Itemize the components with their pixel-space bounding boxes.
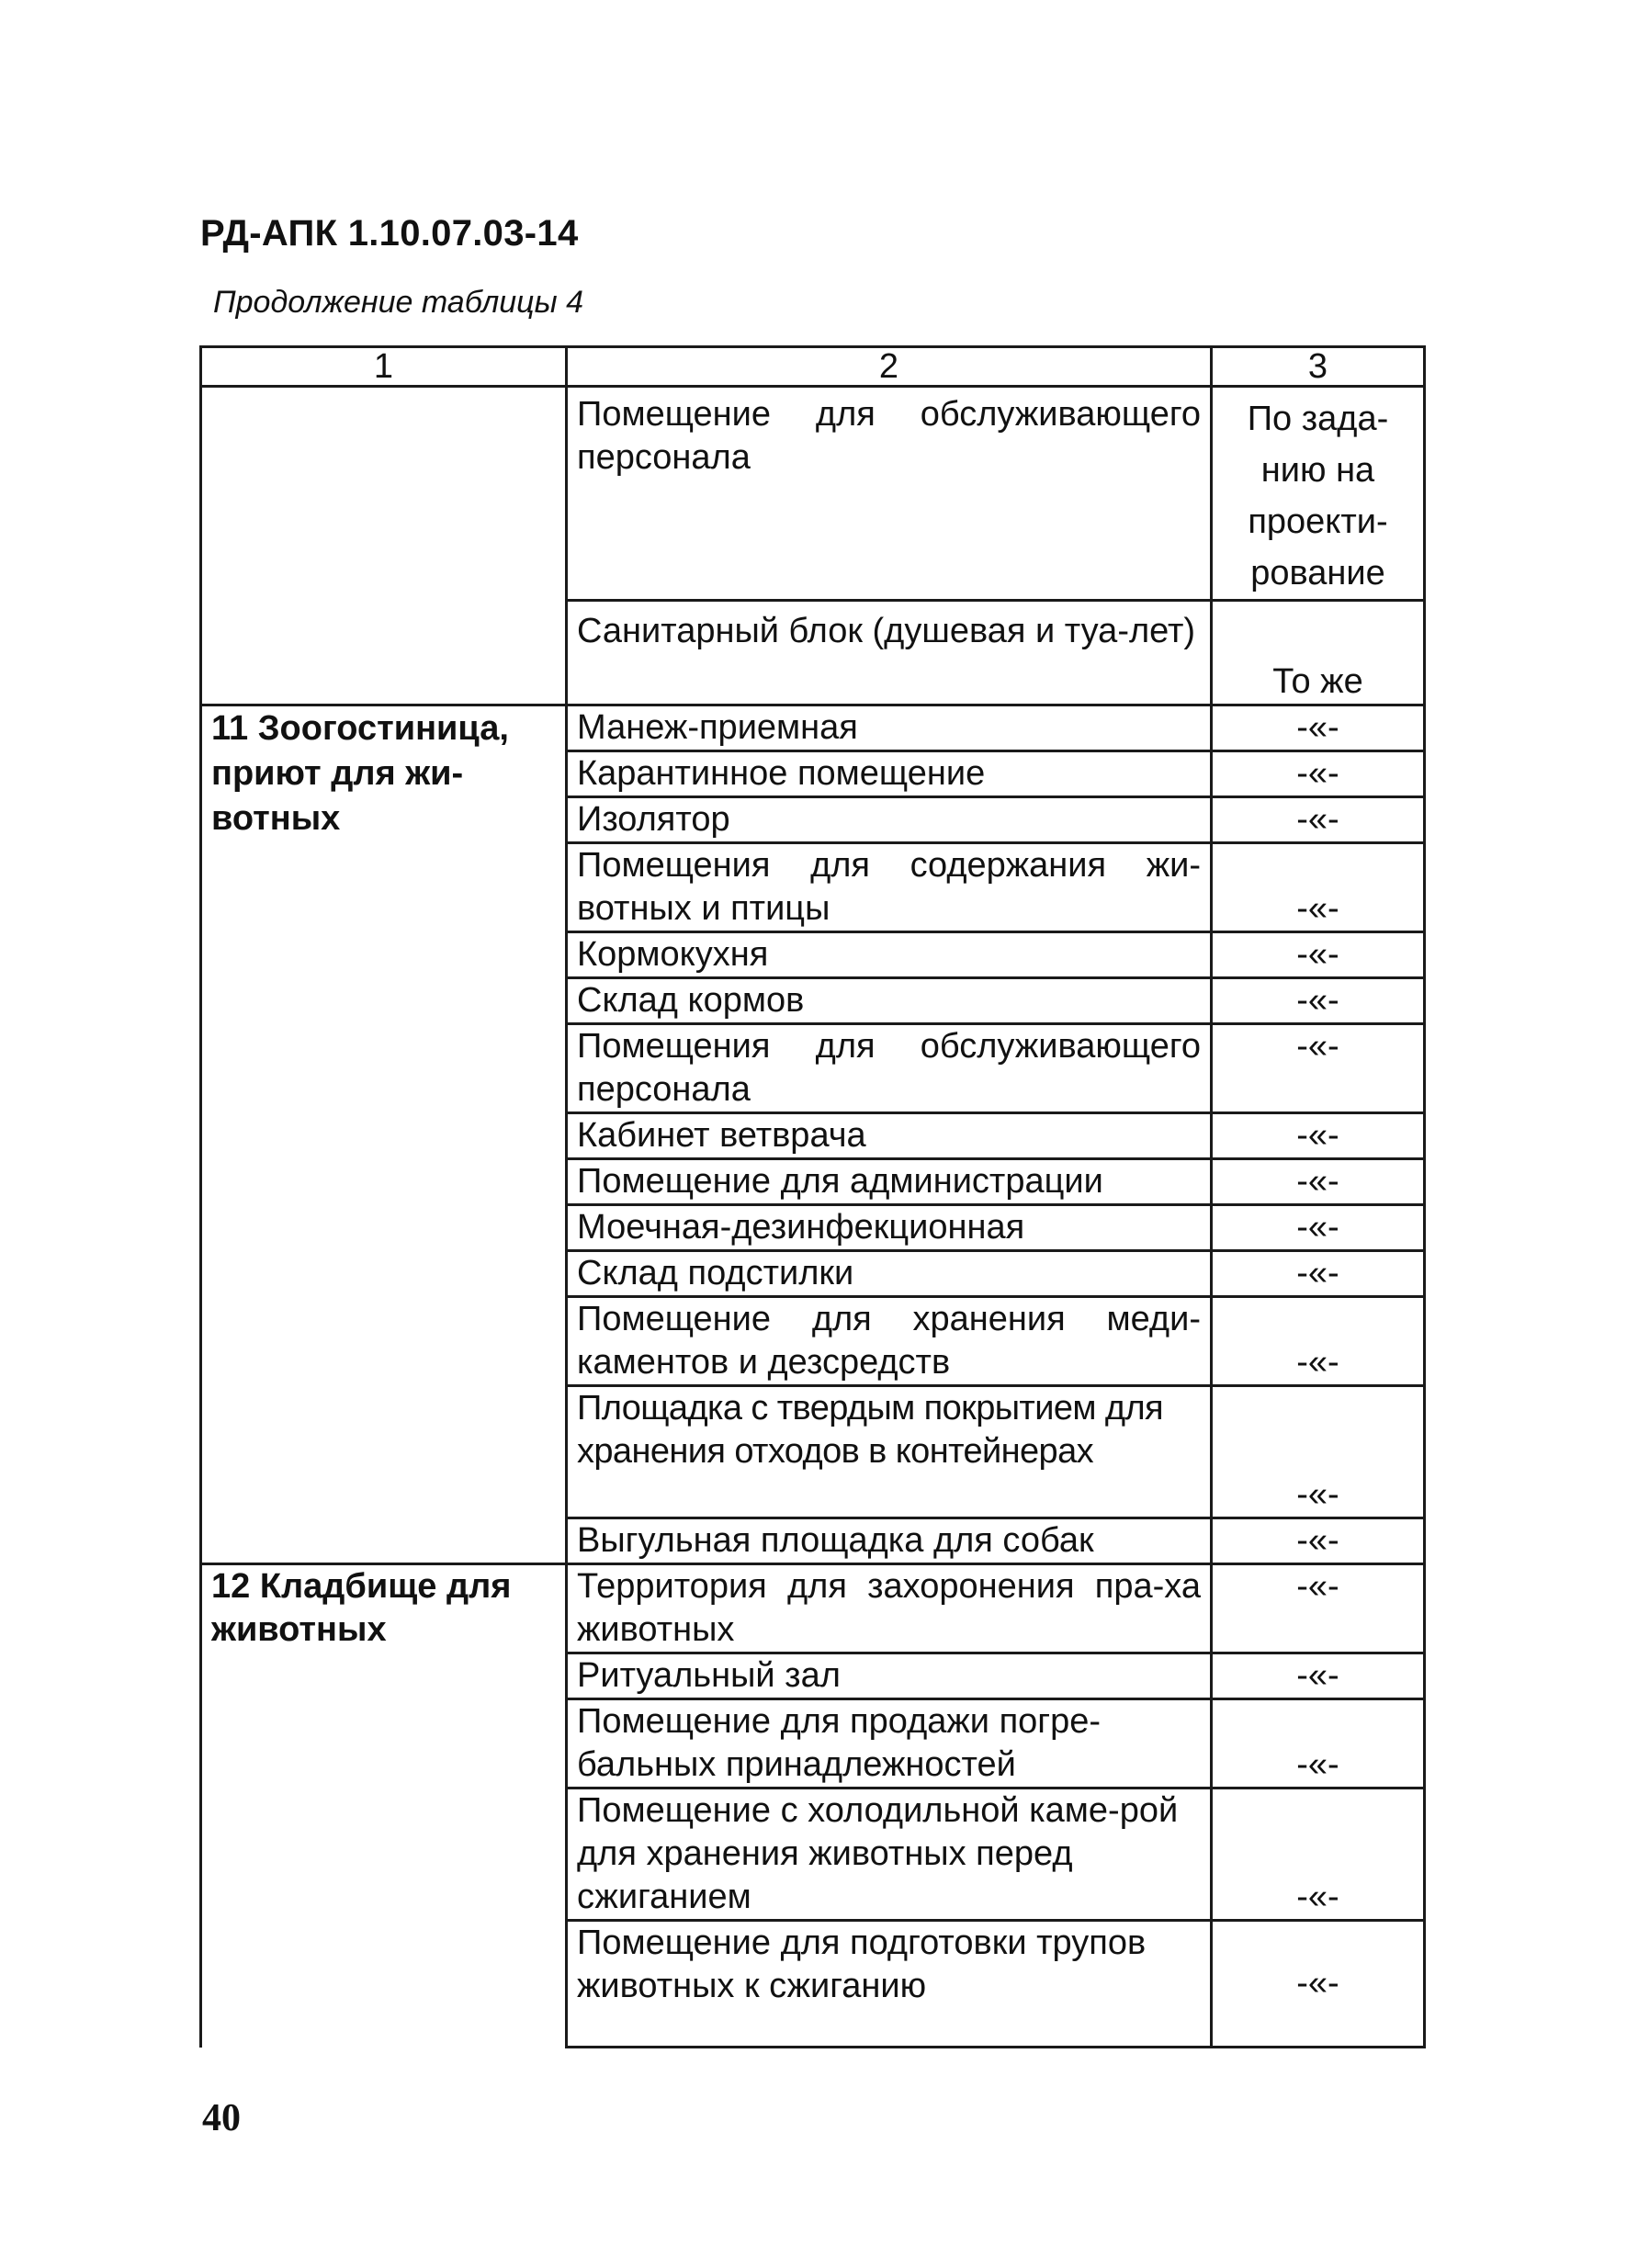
room-name: Помещения для обслуживающего персонала bbox=[567, 1024, 1212, 1113]
room-name: Помещение для хранения меди-каментов и дезсредств bbox=[567, 1297, 1212, 1386]
requirement-value: -«- bbox=[1212, 1921, 1425, 2048]
group-title-empty bbox=[201, 387, 567, 705]
room-name: Территория для захоронения пра-ха животных bbox=[567, 1564, 1212, 1653]
column-header-3: 3 bbox=[1212, 347, 1425, 387]
room-name: Санитарный блок (душевая и туа-лет) bbox=[567, 601, 1212, 705]
requirement-value: По зада-нию на проекти-рование bbox=[1212, 387, 1425, 601]
requirement-value: -«- bbox=[1212, 1297, 1425, 1386]
requirement-value: -«- bbox=[1212, 932, 1425, 978]
room-name: Склад кормов bbox=[567, 978, 1212, 1024]
group-title: 12 Кладбище для животных bbox=[201, 1564, 567, 2048]
room-name: Помещения для содержания жи-вотных и птицы bbox=[567, 843, 1212, 932]
requirement-value: -«- bbox=[1212, 1205, 1425, 1251]
table-header-row bbox=[201, 347, 1425, 387]
requirement-value: -«- bbox=[1212, 1159, 1425, 1205]
column-header-1: 1 bbox=[201, 347, 567, 387]
table-row bbox=[201, 1564, 1425, 1653]
requirement-value: -«- bbox=[1212, 1518, 1425, 1564]
table-row bbox=[201, 705, 1425, 751]
table-row bbox=[201, 387, 1425, 601]
document-code: РД-АПК 1.10.07.03-14 bbox=[200, 213, 579, 254]
room-name: Кормокухня bbox=[567, 932, 1212, 978]
room-name: Помещение с холодильной каме-рой для хранения животных перед сжиганием bbox=[567, 1788, 1212, 1921]
requirement-value: -«- bbox=[1212, 1699, 1425, 1788]
requirement-value: -«- bbox=[1212, 843, 1425, 932]
requirement-value: -«- bbox=[1212, 1788, 1425, 1921]
requirement-value: -«- bbox=[1212, 797, 1425, 843]
requirement-value: -«- bbox=[1212, 1024, 1425, 1113]
group-title: 11 Зоогостиница, приют для жи-вотных bbox=[201, 705, 567, 1564]
table-caption: Продолжение таблицы 4 bbox=[213, 285, 583, 320]
column-header-2: 2 bbox=[567, 347, 1212, 387]
requirement-value: -«- bbox=[1212, 1386, 1425, 1518]
room-name: Помещение для продажи погре-бальных принадлежностей bbox=[567, 1699, 1212, 1788]
room-name: Помещение для обслуживающего персонала bbox=[567, 387, 1212, 601]
room-name: Моечная-дезинфекционная bbox=[567, 1205, 1212, 1251]
requirement-value: -«- bbox=[1212, 1113, 1425, 1159]
room-name: Кабинет ветврача bbox=[567, 1113, 1212, 1159]
room-name: Манеж-приемная bbox=[567, 705, 1212, 751]
requirement-value: То же bbox=[1212, 601, 1425, 705]
requirement-value: -«- bbox=[1212, 1564, 1425, 1653]
requirement-value: -«- bbox=[1212, 705, 1425, 751]
requirement-value: -«- bbox=[1212, 751, 1425, 797]
requirement-value: -«- bbox=[1212, 1653, 1425, 1699]
requirement-value: -«- bbox=[1212, 978, 1425, 1024]
requirements-table bbox=[199, 345, 1426, 2048]
room-name: Помещение для администрации bbox=[567, 1159, 1212, 1205]
room-name: Площадка с твердым покрытием для хранения отходов в контейнерах bbox=[567, 1386, 1212, 1518]
room-name: Карантинное помещение bbox=[567, 751, 1212, 797]
room-name: Выгульная площадка для собак bbox=[567, 1518, 1212, 1564]
room-name: Ритуальный зал bbox=[567, 1653, 1212, 1699]
requirement-value: -«- bbox=[1212, 1251, 1425, 1297]
page-number: 40 bbox=[202, 2097, 241, 2139]
room-name: Изолятор bbox=[567, 797, 1212, 843]
room-name: Склад подстилки bbox=[567, 1251, 1212, 1297]
room-name: Помещение для подготовки трупов животных к сжиганию bbox=[567, 1921, 1212, 2048]
